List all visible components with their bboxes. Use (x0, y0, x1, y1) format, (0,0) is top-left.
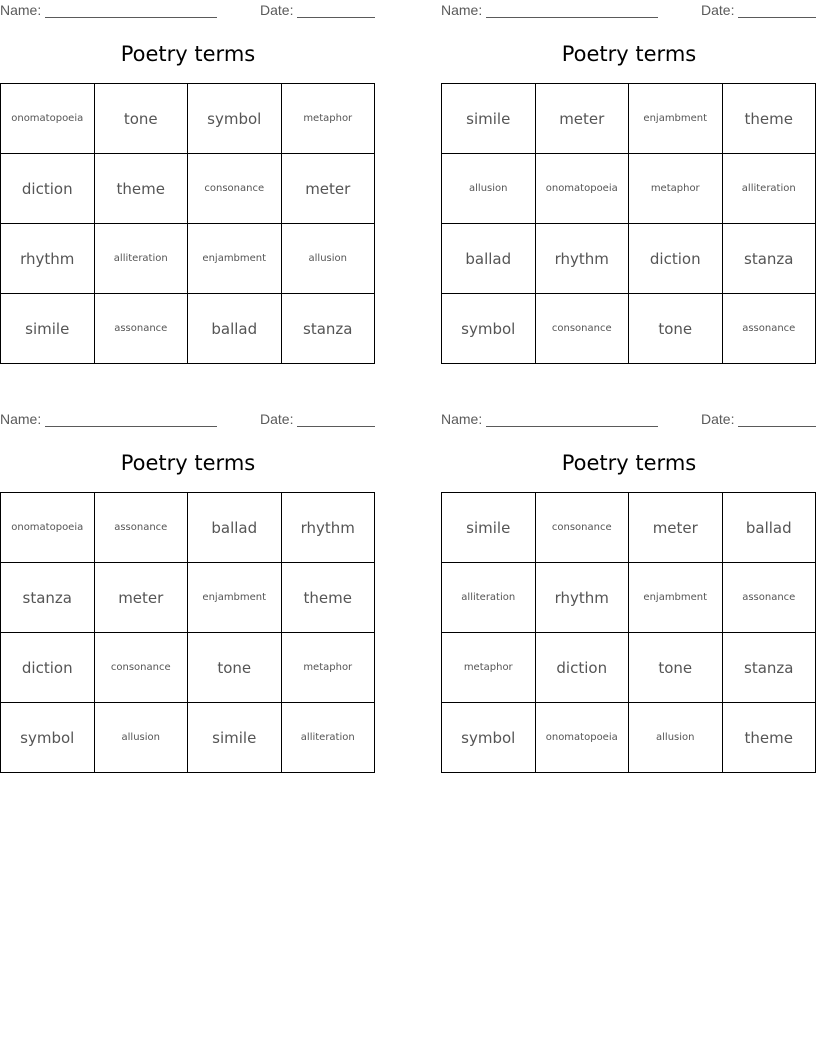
bingo-cell: ballad (188, 493, 282, 563)
bingo-cell: consonance (536, 493, 630, 563)
date-blank (738, 17, 816, 18)
bingo-cell: metaphor (442, 633, 536, 703)
bingo-cell: enjambment (188, 563, 282, 633)
bingo-cell: meter (536, 84, 630, 154)
name-date-row (441, 411, 816, 429)
bingo-cell: consonance (536, 294, 630, 364)
bingo-cell: diction (536, 633, 630, 703)
bingo-card-1 (0, 0, 376, 365)
date-blank (297, 17, 375, 18)
bingo-cell: meter (629, 493, 723, 563)
bingo-cell: symbol (442, 703, 536, 773)
bingo-cell: onomatopoeia (536, 703, 630, 773)
bingo-cell: ballad (188, 294, 282, 364)
bingo-card-2 (441, 0, 816, 365)
bingo-cell: onomatopoeia (536, 154, 630, 224)
bingo-cell: meter (95, 563, 189, 633)
bingo-cell: onomatopoeia (1, 84, 95, 154)
bingo-cell: symbol (442, 294, 536, 364)
bingo-cell: stanza (723, 633, 816, 703)
bingo-cell: rhythm (536, 224, 630, 294)
bingo-cell: alliteration (723, 154, 816, 224)
bingo-cell: enjambment (629, 563, 723, 633)
name-blank (486, 17, 658, 18)
bingo-cell: symbol (1, 703, 95, 773)
bingo-grid (0, 492, 375, 773)
name-label: Name: (441, 2, 483, 18)
bingo-cell: allusion (629, 703, 723, 773)
name-date-row (0, 2, 376, 20)
bingo-cell: stanza (723, 224, 816, 294)
bingo-cell: theme (282, 563, 376, 633)
bingo-cell: allusion (442, 154, 536, 224)
name-blank (486, 426, 658, 427)
card-title: Poetry terms (561, 42, 697, 66)
bingo-cell: ballad (442, 224, 536, 294)
date-label: Date: (260, 411, 294, 427)
bingo-cell: assonance (723, 294, 816, 364)
name-label: Name: (0, 2, 42, 18)
bingo-cell: alliteration (442, 563, 536, 633)
bingo-card-3 (0, 409, 376, 774)
bingo-cell: simile (442, 84, 536, 154)
bingo-cell: simile (1, 294, 95, 364)
bingo-cell: metaphor (282, 84, 376, 154)
bingo-grid (441, 492, 816, 773)
card-title: Poetry terms (561, 451, 697, 475)
date-label: Date: (260, 2, 294, 18)
bingo-cell: rhythm (1, 224, 95, 294)
bingo-cell: allusion (95, 703, 189, 773)
name-label: Name: (0, 411, 42, 427)
bingo-cell: diction (1, 633, 95, 703)
bingo-cell: theme (723, 84, 816, 154)
bingo-cell: rhythm (282, 493, 376, 563)
bingo-cell: onomatopoeia (1, 493, 95, 563)
name-label: Name: (441, 411, 483, 427)
bingo-cell: metaphor (629, 154, 723, 224)
bingo-cell: diction (1, 154, 95, 224)
bingo-cell: tone (188, 633, 282, 703)
bingo-cell: simile (442, 493, 536, 563)
card-title: Poetry terms (120, 42, 256, 66)
bingo-card-4 (441, 409, 816, 774)
bingo-cell: alliteration (95, 224, 189, 294)
bingo-cell: enjambment (188, 224, 282, 294)
bingo-cell: alliteration (282, 703, 376, 773)
bingo-cell: assonance (95, 493, 189, 563)
bingo-cell: consonance (95, 633, 189, 703)
bingo-cell: ballad (723, 493, 816, 563)
bingo-cell: assonance (95, 294, 189, 364)
name-date-row (0, 411, 376, 429)
bingo-cell: enjambment (629, 84, 723, 154)
bingo-cell: stanza (1, 563, 95, 633)
bingo-grid (0, 83, 375, 364)
bingo-cell: metaphor (282, 633, 376, 703)
date-blank (738, 426, 816, 427)
name-blank (45, 426, 217, 427)
bingo-cell: assonance (723, 563, 816, 633)
bingo-cell: diction (629, 224, 723, 294)
name-blank (45, 17, 217, 18)
date-label: Date: (701, 2, 735, 18)
bingo-cell: symbol (188, 84, 282, 154)
card-title: Poetry terms (120, 451, 256, 475)
date-blank (297, 426, 375, 427)
bingo-cell: tone (629, 633, 723, 703)
bingo-cell: meter (282, 154, 376, 224)
bingo-grid (441, 83, 816, 364)
date-label: Date: (701, 411, 735, 427)
name-date-row (441, 2, 816, 20)
bingo-cell: stanza (282, 294, 376, 364)
bingo-cell: tone (95, 84, 189, 154)
bingo-cell: simile (188, 703, 282, 773)
bingo-cell: tone (629, 294, 723, 364)
bingo-cell: theme (723, 703, 816, 773)
bingo-cell: allusion (282, 224, 376, 294)
bingo-cell: rhythm (536, 563, 630, 633)
bingo-cell: theme (95, 154, 189, 224)
bingo-cell: consonance (188, 154, 282, 224)
